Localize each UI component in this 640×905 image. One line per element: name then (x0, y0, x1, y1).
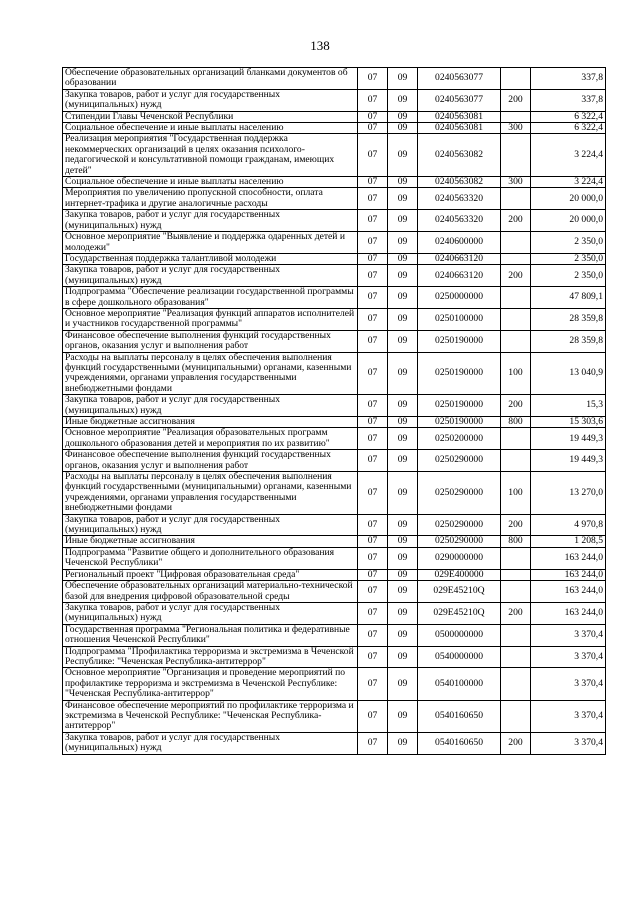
target-item-code-cell: 029E45210Q (418, 602, 501, 624)
subsection-code-cell: 09 (388, 668, 418, 700)
table-row (63, 581, 606, 603)
target-item-code-cell: 0250200000 (418, 428, 501, 450)
amount-cell: 6 322,4 (531, 111, 606, 122)
subsection-code-cell: 09 (388, 536, 418, 547)
row-name-cell: Расходы на выплаты персоналу в целях обеспечения выполнения функций государственными (муниципальными) органами, казенными учреждениями, органами управления государственными внебюджетными фондами (63, 472, 358, 515)
section-code-cell: 07 (358, 581, 388, 603)
subsection-code-cell: 09 (388, 624, 418, 646)
section-code-cell: 07 (358, 668, 388, 700)
section-code-cell: 07 (358, 569, 388, 580)
amount-cell: 4 970,8 (531, 514, 606, 536)
target-item-code-cell: 0240563077 (418, 89, 501, 111)
expense-type-code-cell: 200 (501, 210, 531, 232)
amount-cell: 2 350,0 (531, 232, 606, 254)
section-code-cell: 07 (358, 395, 388, 417)
amount-cell: 163 244,0 (531, 602, 606, 624)
target-item-code-cell: 0240663120 (418, 253, 501, 264)
row-name-cell: Обеспечение образовательных организаций бланками документов об образовании (63, 68, 358, 90)
expense-type-code-cell (501, 188, 531, 210)
subsection-code-cell: 09 (388, 569, 418, 580)
subsection-code-cell: 09 (388, 602, 418, 624)
amount-cell: 163 244,0 (531, 547, 606, 569)
section-code-cell: 07 (358, 646, 388, 668)
section-code-cell: 07 (358, 472, 388, 515)
budget-table (62, 67, 606, 755)
expense-type-code-cell: 200 (501, 89, 531, 111)
table-row (63, 732, 606, 754)
row-name-cell: Подпрограмма "Обеспечение реализации государственной программы в сфере дошкольного образования" (63, 287, 358, 309)
subsection-code-cell: 09 (388, 395, 418, 417)
expense-type-code-cell (501, 547, 531, 569)
table-row (63, 395, 606, 417)
expense-type-code-cell: 200 (501, 514, 531, 536)
amount-cell: 163 244,0 (531, 581, 606, 603)
target-item-code-cell: 0240563082 (418, 177, 501, 188)
table-row (63, 417, 606, 428)
target-item-code-cell: 0540160650 (418, 700, 501, 732)
section-code-cell: 07 (358, 232, 388, 254)
subsection-code-cell: 09 (388, 547, 418, 569)
expense-type-code-cell (501, 450, 531, 472)
subsection-code-cell: 09 (388, 700, 418, 732)
section-code-cell: 07 (358, 536, 388, 547)
section-code-cell: 07 (358, 514, 388, 536)
expense-type-code-cell (501, 668, 531, 700)
subsection-code-cell: 09 (388, 417, 418, 428)
section-code-cell: 07 (358, 417, 388, 428)
target-item-code-cell: 0250190000 (418, 330, 501, 352)
amount-cell: 15,3 (531, 395, 606, 417)
subsection-code-cell: 09 (388, 89, 418, 111)
target-item-code-cell: 0250290000 (418, 472, 501, 515)
target-item-code-cell: 0250290000 (418, 536, 501, 547)
amount-cell: 3 370,4 (531, 646, 606, 668)
expense-type-code-cell (501, 253, 531, 264)
section-code-cell: 07 (358, 308, 388, 330)
table-row (63, 352, 606, 395)
table-row (63, 700, 606, 732)
section-code-cell: 07 (358, 352, 388, 395)
section-code-cell: 07 (358, 123, 388, 134)
amount-cell: 19 449,3 (531, 450, 606, 472)
expense-type-code-cell: 200 (501, 265, 531, 287)
expense-type-code-cell (501, 428, 531, 450)
row-name-cell: Финансовое обеспечение мероприятий по профилактике терроризма и экстремизма в Чеченской Республике: "Чеченская Республика-антитеррор" (63, 700, 358, 732)
expense-type-code-cell (501, 134, 531, 177)
table-row (63, 89, 606, 111)
row-name-cell: Обеспечение образовательных организаций материально-технической базой для внедрения цифровой образовательной среды (63, 581, 358, 603)
table-row (63, 547, 606, 569)
section-code-cell: 07 (358, 177, 388, 188)
subsection-code-cell: 09 (388, 308, 418, 330)
target-item-code-cell: 0540100000 (418, 668, 501, 700)
table-row (63, 210, 606, 232)
table-row (63, 253, 606, 264)
table-row (63, 624, 606, 646)
amount-cell: 3 370,4 (531, 624, 606, 646)
target-item-code-cell: 0240663120 (418, 265, 501, 287)
subsection-code-cell: 09 (388, 514, 418, 536)
section-code-cell: 07 (358, 68, 388, 90)
expense-type-code-cell (501, 581, 531, 603)
table-row (63, 569, 606, 580)
section-code-cell: 07 (358, 732, 388, 754)
expense-type-code-cell: 200 (501, 732, 531, 754)
section-code-cell: 07 (358, 428, 388, 450)
target-item-code-cell: 0240563320 (418, 188, 501, 210)
row-name-cell: Региональный проект "Цифровая образовательная среда" (63, 569, 358, 580)
amount-cell: 2 350,0 (531, 265, 606, 287)
row-name-cell: Закупка товаров, работ и услуг для государственных (муниципальных) нужд (63, 602, 358, 624)
expense-type-code-cell (501, 646, 531, 668)
row-name-cell: Закупка товаров, работ и услуг для государственных (муниципальных) нужд (63, 395, 358, 417)
section-code-cell: 07 (358, 134, 388, 177)
amount-cell: 6 322,4 (531, 123, 606, 134)
amount-cell: 47 809,1 (531, 287, 606, 309)
subsection-code-cell: 09 (388, 428, 418, 450)
expense-type-code-cell: 100 (501, 472, 531, 515)
subsection-code-cell: 09 (388, 732, 418, 754)
row-name-cell: Основное мероприятие "Реализация образовательных программ дошкольного образования детей и мероприятия по их развитию" (63, 428, 358, 450)
subsection-code-cell: 09 (388, 134, 418, 177)
target-item-code-cell: 029E45210Q (418, 581, 501, 603)
table-row (63, 450, 606, 472)
subsection-code-cell: 09 (388, 111, 418, 122)
subsection-code-cell: 09 (388, 287, 418, 309)
expense-type-code-cell: 300 (501, 123, 531, 134)
table-row (63, 428, 606, 450)
section-code-cell: 07 (358, 450, 388, 472)
amount-cell: 19 449,3 (531, 428, 606, 450)
subsection-code-cell: 09 (388, 450, 418, 472)
subsection-code-cell: 09 (388, 330, 418, 352)
amount-cell: 3 370,4 (531, 668, 606, 700)
subsection-code-cell: 09 (388, 581, 418, 603)
section-code-cell: 07 (358, 547, 388, 569)
section-code-cell: 07 (358, 602, 388, 624)
target-item-code-cell: 0250100000 (418, 308, 501, 330)
amount-cell: 15 303,6 (531, 417, 606, 428)
amount-cell: 1 208,5 (531, 536, 606, 547)
expense-type-code-cell (501, 308, 531, 330)
table-row (63, 188, 606, 210)
subsection-code-cell: 09 (388, 232, 418, 254)
target-item-code-cell: 0290000000 (418, 547, 501, 569)
expense-type-code-cell (501, 330, 531, 352)
row-name-cell: Подпрограмма "Профилактика терроризма и экстремизма в Чеченской Республике: "Чеченская Республика-антитеррор" (63, 646, 358, 668)
table-row (63, 514, 606, 536)
section-code-cell: 07 (358, 111, 388, 122)
amount-cell: 2 350,0 (531, 253, 606, 264)
target-item-code-cell: 0500000000 (418, 624, 501, 646)
target-item-code-cell: 0240563320 (418, 210, 501, 232)
row-name-cell: Закупка товаров, работ и услуг для государственных (муниципальных) нужд (63, 732, 358, 754)
row-name-cell: Основное мероприятие "Реализация функций аппаратов исполнителей и участников государственной программы" (63, 308, 358, 330)
table-row (63, 177, 606, 188)
expense-type-code-cell (501, 287, 531, 309)
table-row (63, 668, 606, 700)
amount-cell: 3 224,4 (531, 134, 606, 177)
target-item-code-cell: 0250190000 (418, 395, 501, 417)
section-code-cell: 07 (358, 287, 388, 309)
expense-type-code-cell: 300 (501, 177, 531, 188)
section-code-cell: 07 (358, 265, 388, 287)
row-name-cell: Основное мероприятие "Организация и проведение мероприятий по профилактике терроризма и экстремизма в Чеченской Республике: "Чеченская Республика-антитеррор" (63, 668, 358, 700)
subsection-code-cell: 09 (388, 177, 418, 188)
row-name-cell: Социальное обеспечение и иные выплаты населению (63, 177, 358, 188)
amount-cell: 3 370,4 (531, 732, 606, 754)
expense-type-code-cell: 200 (501, 602, 531, 624)
section-code-cell: 07 (358, 624, 388, 646)
row-name-cell: Государственная программа "Региональная политика и федеративные отношения Чеченской Республики" (63, 624, 358, 646)
row-name-cell: Закупка товаров, работ и услуг для государственных (муниципальных) нужд (63, 89, 358, 111)
target-item-code-cell: 0540000000 (418, 646, 501, 668)
target-item-code-cell: 0250190000 (418, 352, 501, 395)
row-name-cell: Иные бюджетные ассигнования (63, 536, 358, 547)
table-row (63, 472, 606, 515)
expense-type-code-cell: 200 (501, 395, 531, 417)
amount-cell: 3 224,4 (531, 177, 606, 188)
section-code-cell: 07 (358, 700, 388, 732)
table-row (63, 287, 606, 309)
amount-cell: 20 000,0 (531, 188, 606, 210)
section-code-cell: 07 (358, 253, 388, 264)
table-row (63, 536, 606, 547)
amount-cell: 13 040,9 (531, 352, 606, 395)
amount-cell: 3 370,4 (531, 700, 606, 732)
row-name-cell: Мероприятия по увеличению пропускной способности, оплата интернет-трафика и другие аналогичные расходы (63, 188, 358, 210)
section-code-cell: 07 (358, 188, 388, 210)
subsection-code-cell: 09 (388, 123, 418, 134)
table-row (63, 330, 606, 352)
subsection-code-cell: 09 (388, 472, 418, 515)
row-name-cell: Закупка товаров, работ и услуг для государственных (муниципальных) нужд (63, 210, 358, 232)
row-name-cell: Закупка товаров, работ и услуг для государственных (муниципальных) нужд (63, 265, 358, 287)
table-row (63, 68, 606, 90)
row-name-cell: Подпрограмма "Развитие общего и дополнительного образования Чеченской Республики" (63, 547, 358, 569)
expense-type-code-cell (501, 232, 531, 254)
row-name-cell: Расходы на выплаты персоналу в целях обеспечения выполнения функций государственными (муниципальными) органами, казенными учреждениями, органами управления государственными внебюджетными фондами (63, 352, 358, 395)
amount-cell: 28 359,8 (531, 330, 606, 352)
amount-cell: 13 270,0 (531, 472, 606, 515)
expense-type-code-cell: 800 (501, 417, 531, 428)
section-code-cell: 07 (358, 330, 388, 352)
section-code-cell: 07 (358, 89, 388, 111)
row-name-cell: Стипендии Главы Чеченской Республики (63, 111, 358, 122)
row-name-cell: Основное мероприятие "Выявление и поддержка одаренных детей и молодежи" (63, 232, 358, 254)
table-row (63, 308, 606, 330)
expense-type-code-cell: 100 (501, 352, 531, 395)
table-row (63, 602, 606, 624)
subsection-code-cell: 09 (388, 352, 418, 395)
target-item-code-cell: 0240563081 (418, 111, 501, 122)
subsection-code-cell: 09 (388, 188, 418, 210)
row-name-cell: Финансовое обеспечение выполнения функций государственных органов, оказания услуг и выполнения работ (63, 450, 358, 472)
expense-type-code-cell (501, 569, 531, 580)
amount-cell: 28 359,8 (531, 308, 606, 330)
row-name-cell: Государственная поддержка талантливой молодежи (63, 253, 358, 264)
subsection-code-cell: 09 (388, 265, 418, 287)
table-row (63, 265, 606, 287)
subsection-code-cell: 09 (388, 210, 418, 232)
target-item-code-cell: 0250000000 (418, 287, 501, 309)
budget-table-body (63, 68, 606, 755)
target-item-code-cell: 0250190000 (418, 417, 501, 428)
section-code-cell: 07 (358, 210, 388, 232)
expense-type-code-cell (501, 111, 531, 122)
row-name-cell: Социальное обеспечение и иные выплаты населению (63, 123, 358, 134)
subsection-code-cell: 09 (388, 646, 418, 668)
expense-type-code-cell: 800 (501, 536, 531, 547)
row-name-cell: Финансовое обеспечение выполнения функций государственных органов, оказания услуг и выполнения работ (63, 330, 358, 352)
target-item-code-cell: 0240563077 (418, 68, 501, 90)
target-item-code-cell: 0250290000 (418, 514, 501, 536)
target-item-code-cell: 0540160650 (418, 732, 501, 754)
amount-cell: 163 244,0 (531, 569, 606, 580)
expense-type-code-cell (501, 68, 531, 90)
target-item-code-cell: 0240563081 (418, 123, 501, 134)
amount-cell: 337,8 (531, 89, 606, 111)
target-item-code-cell: 0240563082 (418, 134, 501, 177)
row-name-cell: Иные бюджетные ассигнования (63, 417, 358, 428)
target-item-code-cell: 029E400000 (418, 569, 501, 580)
target-item-code-cell: 0240600000 (418, 232, 501, 254)
row-name-cell: Закупка товаров, работ и услуг для государственных (муниципальных) нужд (63, 514, 358, 536)
subsection-code-cell: 09 (388, 253, 418, 264)
row-name-cell: Реализация мероприятия "Государственная поддержка некоммерческих организаций в целях оказания психолого-педагогической и консультативной помощи гражданам, имеющих детей" (63, 134, 358, 177)
page-number: 138 (310, 38, 330, 53)
table-row (63, 232, 606, 254)
subsection-code-cell: 09 (388, 68, 418, 90)
table-row (63, 134, 606, 177)
amount-cell: 20 000,0 (531, 210, 606, 232)
expense-type-code-cell (501, 700, 531, 732)
target-item-code-cell: 0250290000 (418, 450, 501, 472)
amount-cell: 337,8 (531, 68, 606, 90)
table-row (63, 123, 606, 134)
expense-type-code-cell (501, 624, 531, 646)
table-row (63, 111, 606, 122)
table-row (63, 646, 606, 668)
